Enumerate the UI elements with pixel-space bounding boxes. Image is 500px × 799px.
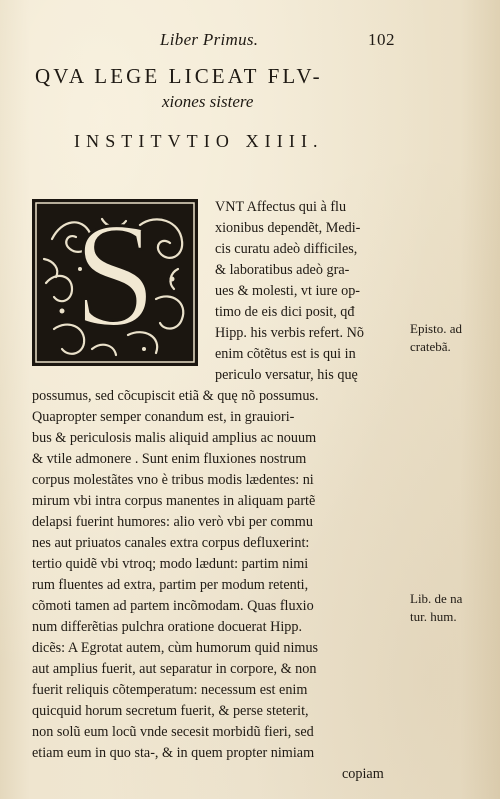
text-line: nes aut priuatos canales extra corpus defluxerint: (32, 535, 310, 551)
text-line: ues & molesti, vt iure op- (215, 283, 361, 299)
page-number: 102 (368, 30, 395, 49)
chapter-title-line-1: QVA LEGE LICEAT FLV- (35, 64, 323, 88)
running-head: Liber Primus. (160, 30, 259, 49)
text-line: Quapropter semper conandum est, in grauiori- (32, 409, 295, 425)
text-line: num differẽtias pulchra oratione docuerat Hipp. (32, 619, 302, 635)
margin-note-line: Lib. de na (410, 591, 463, 606)
chapter-title-line-2: xiones sistere (162, 92, 254, 111)
text-line: corpus molestãtes vno è tribus modis lædentes: ni (32, 472, 314, 488)
text-line: xionibus dependẽt, Medi- (215, 220, 361, 236)
text-line: enim cõtẽtus est is qui in (215, 346, 356, 362)
text-line: mirum vbi intra corpus manentes in aliquam partẽ (32, 493, 316, 509)
margin-note-line: tur. hum. (410, 609, 457, 624)
institutio-heading: INSTITVTIO XIIII. (74, 131, 324, 151)
text-line: delapsi fuerint humores: alio verò vbi per commu (32, 514, 313, 530)
text-line: cõmoti tamen ad partem incõmodam. Quas fluxio (32, 598, 314, 614)
margin-note-line: cratebã. (410, 339, 451, 354)
text-line: Hipp. his verbis refert. Nõ (215, 325, 364, 341)
text-line: fuerit reliquis cõtemperatum: necessum est enim (32, 682, 308, 698)
text-line: non solũ eum locũ vnde secesit morbidũ fieri, sed (32, 724, 314, 740)
text-line: bus & periculosis malis aliquid amplius ac nouum (32, 430, 317, 446)
catchword: copiam (342, 766, 384, 782)
text-line: timo de eis dici posit, qđ (215, 304, 355, 320)
initial-letter: S (73, 199, 157, 358)
text-line: tertio quidẽ vbi vtroq; modo lædunt: partim nimi (32, 556, 309, 572)
text-line: etiam eum in quo sta-, & in quem propter nimiam (32, 745, 315, 761)
text-line: periculo versatur, his quę (215, 367, 358, 383)
decorated-initial-s-woodcut (32, 199, 198, 366)
text-line: aut amplius fuerit, aut separatur in corpore, & non (32, 661, 317, 677)
text-line: VNT Affectus qui à flu (215, 199, 347, 215)
text-line: dicẽs: A Egrotat autem, cùm humorum quid nimus (32, 640, 319, 656)
margin-note-epistola (410, 320, 462, 356)
text-line: quicquid horum secretum fuerit, & perse steterit, (32, 703, 309, 719)
margin-note-line: Episto. ad (410, 321, 462, 336)
text-line: possumus, sed cõcupiscit etiã & quę nõ possumus. (32, 388, 319, 404)
text-line: & laboratibus adeò gra- (215, 262, 350, 278)
text-line: & vtile admonere . Sunt enim fluxiones nostrum (32, 451, 307, 467)
margin-note-lib-de-natura (410, 590, 462, 626)
text-line: rum fluentes ad extra, partim per modum retenti, (32, 577, 309, 593)
text-line: cis curatu adeò difficiles, (215, 241, 358, 257)
